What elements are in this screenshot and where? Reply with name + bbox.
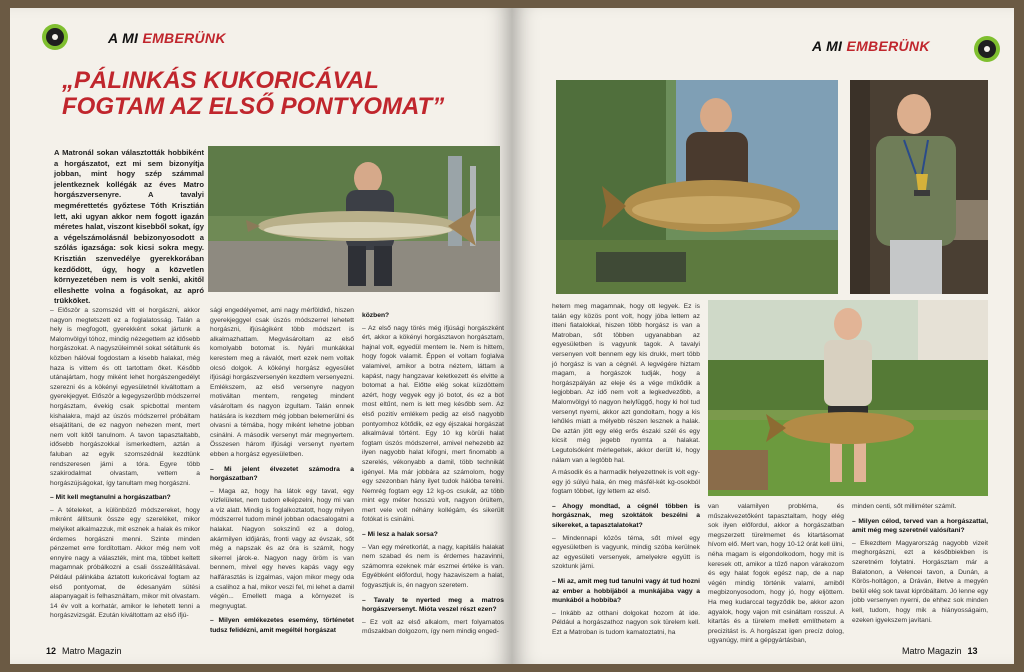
- left-column-3: [362, 306, 504, 638]
- photo-garden-carp: [708, 300, 988, 496]
- paragraph: – Először a szomszéd vitt el horgászni, akkor nagyon megtetszett ez a foglalatosság. Talán a hely is megfogott, gyerekként sokat jártunk a Malomvölgyi tóhoz, mindig nézegettem az idősebb horgászokat. A nagyszüleimnél sokat sétáltunk és közben hálóval fogdostam a kisebb halakat, még haza is vittem és ott tartottam őket. Később utánajártam, hogy miként lehet horgászengedélyt szerezni és a kökényi egyesületnél kiváltottam a gyerekjegyet. Először a legegyszerűbb módszerrel horgásztam, évekig csak spicbottal mentem kishalakra, majd az úszós módszerrel próbáltam elsajátítani, de ez nagyon nehezen ment, mert nem volt kitől tanulnom. A tavon tapasztaltabb, idősebb horgászokkal ismerkedtem, aztán a faluban az egyik szomszédnál kezdtünk rendszeresen járni a tóra. Egyre több szakirodalmat olvastam, vettem a horgászújságokat, így tanultam meg horgászni.: [50, 307, 200, 487]
- paragraph: – Elkezdtem Magyarország nagyobb vizeit meghorgászni, ezt a későbbiekben is szeretném folytatni. Horgásztam már a Balatonon, a Velencei tavon, a Dunán, a Körös-holtágon, a Dráván, illetve a megyén belül elég sok tavat kipróbáltam. Jó lenne egy jobb versenyen nyerni, de ehhez sok minden kell, tudom, hogy mik a hiányosságaim, ezeken igyekszem javítani.: [852, 539, 988, 624]
- question: – Tavaly te nyerted meg a matros horgászversenyt. Mióta veszel részt ezen?: [362, 596, 504, 614]
- right-column-3: [852, 502, 988, 638]
- question: – Milyen emlékezetes esemény, történetet tudsz felidézni, amit megéltél horgászat: [210, 617, 354, 634]
- question: – Mi az, amit meg tud tanulni vagy át tud hozni az ember a hobbijából a munkájába vagy a munkából a hobbiba?: [552, 578, 700, 605]
- question: – Mit kell megtanulni a horgászatban?: [50, 494, 171, 502]
- paragraph: – Az első nagy törés még ifjúsági horgászként ért, akkor a kökényi horgásztavon horgásztam, hajnal volt, egyedül mentem le. Nem is hittem, hogy fogok valamit. Éppen el voltam foglalva valamivel, amikor a botra néztem, láttam a kapást, nagy hangzavar keletkezett és elvitte a botomat a hal. Előtte elég sokat küzdöttem azért, hogy vegyek egy jó botot, és ez a bot most eltűnt, nem is lett meg később sem. Az első pozitív emlékem pedig az első nagyobb pontyomhoz kötődik, ez egy éjszakai horgászat alkalmával történt. Egy 10 kg körüli halat fogtam úszós módszerrel, amivel nehezebb az ilyen nagyobb halat kifogni, mert finomabb a szerelés, vékonyabb a damil, több technikát igényel. Ma már jobbára az számolom, hogy egy szezonban hány ilyet tudok hálóba terelni. Nemrég fogtam egy 12 kg-os csukát, az több mint egy méter hosszú volt, nagyon örültem, mert vele volt néhány kollégám, és sikerült fotókat is csinálni.: [362, 324, 504, 524]
- article-lead: A Matronál sokan választották hobbiként a horgászatot, ezt mi sem bizonyítja jobban, mint hogy szép számmal jelentkeznek kollégák az éves Matro horgászversenyre. A tavalyi megmérettetés győztese Tóth Krisztián lett, aki ugyan akkor nem fogott igazán méretes halat, viszont kisebből sokat, így a végelszámolásnál bebizonyosodott a szólás igazsága: sok kicsi sokra megy. Krisztián szenvedélye gyerekkorában kezdődött, úgy, hogy a közvetlen környezetében nem is volt senki, akitől elleshette volna a fogásokat, az apró trükköket.: [54, 148, 204, 306]
- paragraph: – Ez volt az első alkalom, mert folyamatos műszakban dolgozom, így nem mindig enged-: [362, 618, 504, 636]
- paragraph: – Maga az, hogy ha látok egy tavat, egy vízfelületet, nem tudom elképzelni, hogy mi van a víz alatt. Mindig is foglalkoztatott, hogy milyen módszerrel tudom minél jobban odacsalogatni a halakat. Nagyon sokszínű ez a dolog, akármilyen időjárás, fronti vagy az évszak, sőt még a napszak és az óra is számít, hogy sikerrel járok-e. Nagyon nagy öröm is van bennem, mivel egy heves kapás vagy egy halfárasztás is izgalmas, vajon mikor megy oda a csalihoz a hal, mikor veszi fel, mi lehet a damil végén... Emellett maga a környezet is megnyugtat.: [210, 487, 354, 610]
- right-column-1: [552, 302, 700, 638]
- paragraph: – Mindennapi közös téma, sőt mivel egy egyesületben is vagyunk, mindig szóba kerülnek az egyesületi versenyek, amelyekre együtt is szoktunk járni.: [552, 534, 700, 571]
- left-page: [10, 8, 512, 664]
- right-column-2: [708, 502, 844, 645]
- paragraph: – Van egy méretkorlát, a nagy, kapitális halakat nem szabad és nem is érdemes hazavinni, számomra ezeknek már eszmei értéke is van. Egyébként előfordul, hogy hazaviszem a halat, fogyasztjuk is, én nagyon szeretem.: [362, 543, 504, 590]
- left-footer: [46, 646, 122, 656]
- page-number: 12: [46, 646, 57, 656]
- question: – Ahogy mondtad, a cégnél többen is horgásznak, meg szoktátok beszélni a sikereket, a tapasztalatokat?: [552, 502, 700, 530]
- photo-trophy: [850, 80, 988, 294]
- section-label: A MI EMBERÜNK: [812, 38, 930, 54]
- photo-carp-catch: [556, 80, 838, 294]
- right-page: [512, 8, 1014, 664]
- article-headline: „PÁLINKÁS KUKORICÁVAL FOGTAM AZ ELSŐ PONTYOMAT”: [62, 67, 445, 120]
- matro-logo-icon: [42, 24, 68, 50]
- paragraph: minden centi, sőt milliméter számít.: [852, 503, 957, 510]
- magazine-spread: [10, 8, 1014, 664]
- left-column-2: [210, 306, 354, 638]
- paragraph: – A tételeket, a különböző módszereket, hogy mikrént állítsunk össze egy szereléket, mikor melyiket alkalmazzuk, mit esznek a halak és mikor érdemes horgászni menni. Szinte minden pénzemet erre fordítottam. Akkor még nem volt ennyire nagy a választék, mint ma, többet keltett magamnak próbálkozni a csali összeállításával. Például pálinkába áztatott kukoricával fogtam az első pontyomat, de édesanyám sütési alapanyagait is felhasználtam, mikor mit olvastam. 14 év volt a korhatár, amikor le lehetett tenni a horgászvizsgát. Ezután kiváltottam az első ifjú-: [50, 506, 200, 620]
- section-label: A MI EMBERÜNK: [108, 30, 226, 46]
- question: – Milyen célod, terved van a horgászattal, amit még meg szeretnél valósítani?: [852, 517, 988, 535]
- question: – Mi jelent élvezetet számodra a horgászatban?: [210, 465, 354, 483]
- matro-logo-icon: [974, 36, 1000, 62]
- page-number: 13: [967, 646, 978, 656]
- magazine-name: Matro Magazin: [902, 646, 962, 656]
- left-column-1: [50, 306, 200, 638]
- paragraph: van valamilyen probléma, és műszakvezetőként tapasztaltam, hogy elég sok ilyen előfordul, akkor a horgászatban megszerzett türelmemet és kitartásomat hívom elő. Mert van, hogy 10-12 órát kell ülni, néha magam is elgondolkodom, hogy mit is keresek ott, amikor a tűző napon várakozom és egy halat fogok egész nap, de a nap végén mindig történik valami, amiből megbizonyosodom, hogy jó, hogy eljöttem. Ha meg kudarccal tegyződik be, akkor azon agyalok, hogy vajon mit csináltam rosszul. A kitartás és a türelem mellett említhetem a precizitást is. A horgászat igen precíz dolog, ugyanúgy, mint a gépgyártásban,: [708, 503, 844, 645]
- photo-pike-catch: [208, 146, 500, 292]
- paragraph: hetem meg magamnak, hogy ott legyek. Ez is talán egy közös pont volt, hogy jóba lettem az itteni fiatalokkal, hiszen több horgász is van a Matroban, sőt többen ugyanabban az egyesületben is vagyunk tagok. A tavalyi versenyen volt bennem egy kis drukk, mert több jó horgász is van a cégnél. A legvégére hiztam magam, a horgászok tudják, hogy a horgászpályán az eleje és a vége műkődik a legjobban. Az idő nem volt a legkedvezőbb, a Malomvölgyi tó nagyon helyfüggő, hogy ki hol tud versenyt nyerni, akkor azt gondoltam, hogy a kis lehűlés miatt a mélyebb részen lesznek a halak. De aztán jött egy elég erős északi szél és egy kicsit még jegebb nyomta a halakat. Legutolsóként mérlegeltek, akkor derült ki, hogy nálam van a legtöbb hal.: [552, 303, 700, 464]
- paragraph: sági engedélyemet, ami nagy mérföldkő, hiszen gyerekjeggyel csak úszós módszerrel lehetett horgászni, ifjúságiként több módszert is alkalmazhattam. Megvásároltam az első komolyabb botomat is. Nyári munkákkal kerestem meg a rávalót, mert ezek nem voltak olcsó dolgok. A kökényi horgász egyesület ifjúsági horgászversenyén kezdtem versenyezni. Emlékszem, az első versenyre nagyon motiváltan mentem, rengeteg mindent vásároltam és nagyon izgultam. Talán ennek hatására is kezdtem még jobban belemerülni és olvasni a témába, hogy miként lehetne jobban csinálni. A második versenyt már megnyertem. Összesen három ifjúsági versenyt nyertem ebben a horgász egyesületben.: [210, 307, 354, 458]
- paragraph: A második és a harmadik helyezettnek is volt egy-egy jó súlyú hala, én meg másfél-két kg-osokból fogtam többet, így lettem az első.: [552, 469, 700, 496]
- question: – Mi lesz a halak sorsa?: [362, 531, 438, 539]
- magazine-name: Matro Magazin: [62, 646, 122, 656]
- right-footer: [902, 646, 978, 656]
- question: közben?: [362, 312, 390, 319]
- paragraph: – Inkább az otthani dolgokat hozom át ide. Például a horgászathoz nagyon sok türelem kell. Ezt a Matroban is tudom kamatoztatni, ha: [552, 609, 700, 636]
